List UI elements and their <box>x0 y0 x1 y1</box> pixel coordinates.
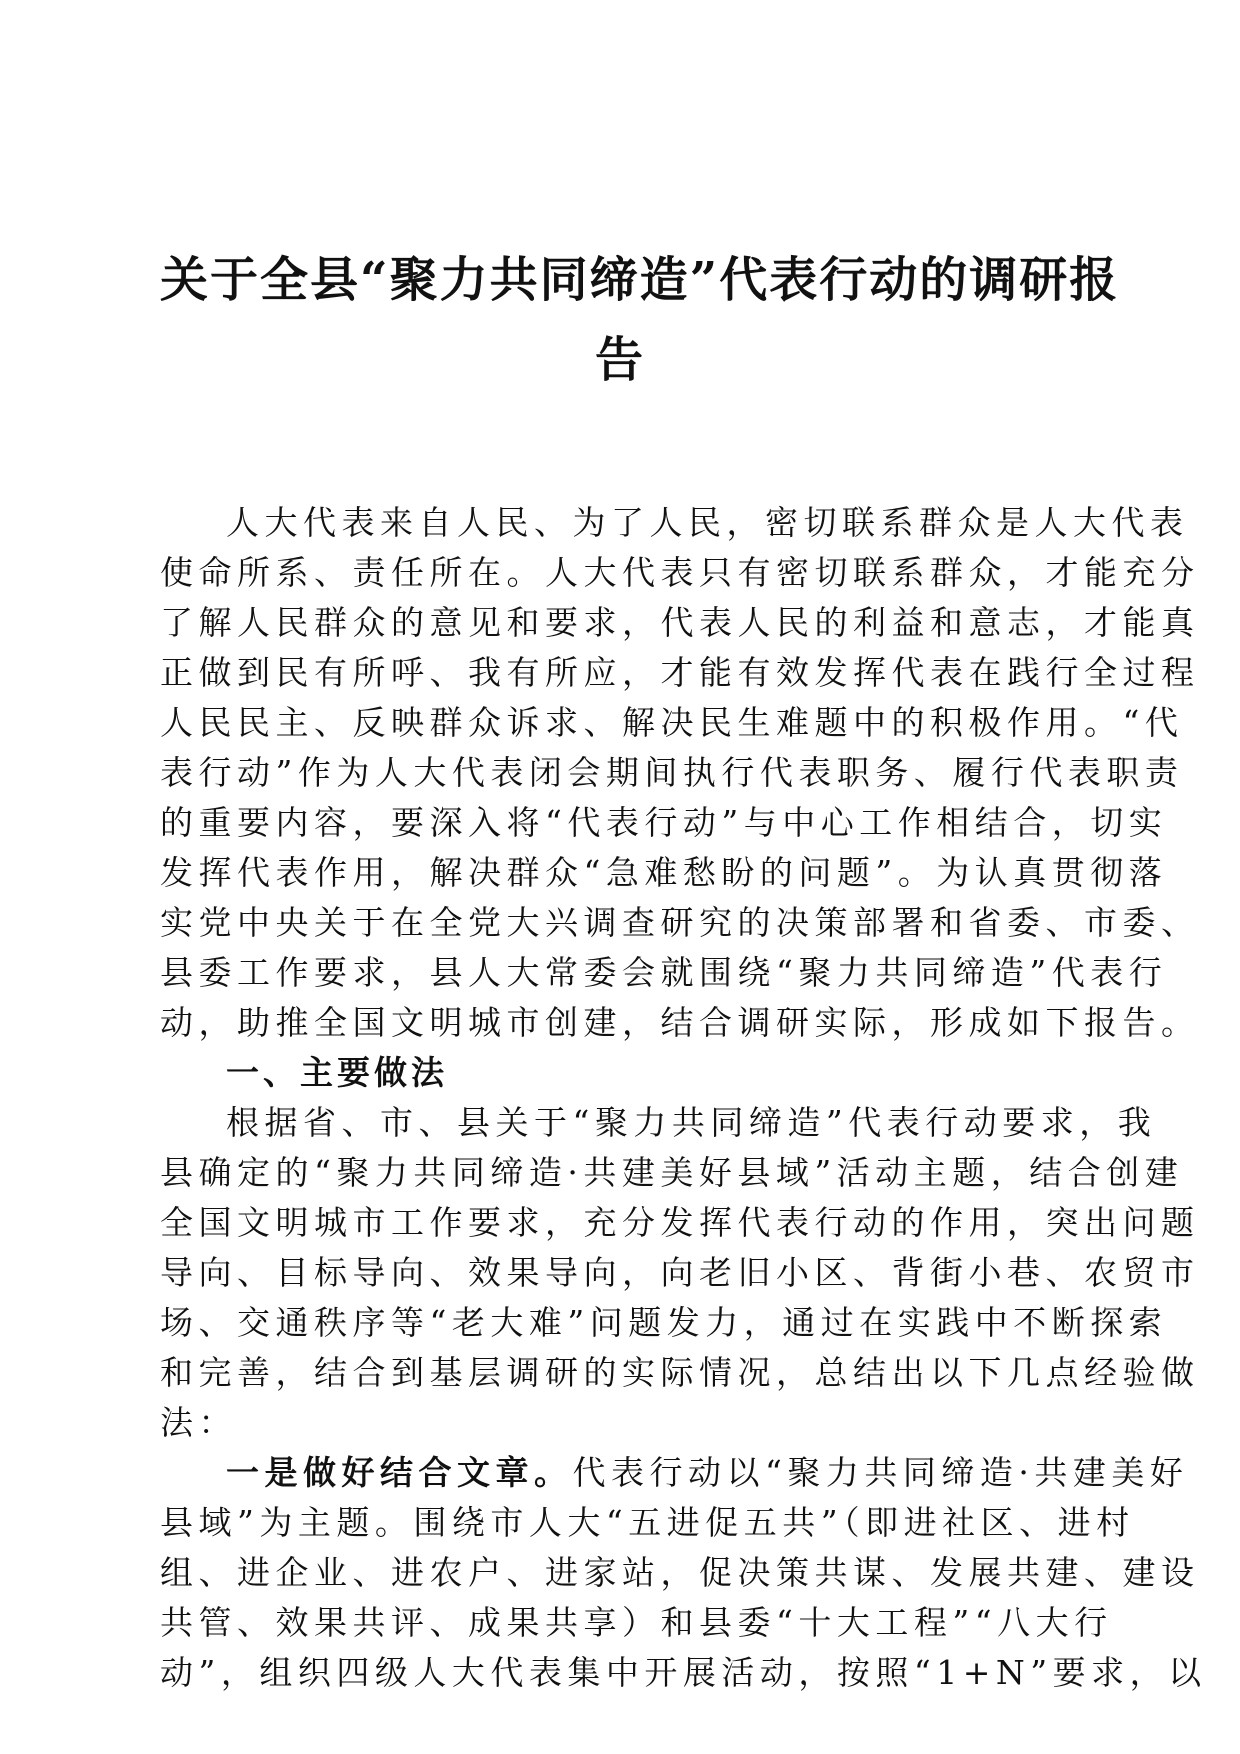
section-heading: 一、主要做法 <box>226 1053 448 1092</box>
text-line: 县委工作要求，县人大常委会就围绕“聚力共同缔造”代表行 <box>160 953 1168 992</box>
title-line-1: 关于全县“聚力共同缔造”代表行动的调研报 <box>160 252 1120 308</box>
text-line: 根据省、市、县关于“聚力共同缔造”代表行动要求，我 <box>226 1103 1157 1142</box>
text-line: 人大代表来自人民、为了人民，密切联系群众是人大代表 <box>226 503 1189 542</box>
text-line: 导向、目标导向、效果导向，向老旧小区、背街小巷、农贸市 <box>160 1253 1200 1292</box>
text-line: 共管、效果共评、成果共享）和县委“十大工程”“八大行 <box>160 1603 1113 1642</box>
text-line: 组、进企业、进农户、进家站，促决策共谋、发展共建、建设 <box>160 1553 1200 1592</box>
text-line: 正做到民有所呼、我有所应，才能有效发挥代表在践行全过程 <box>160 653 1200 692</box>
text-line: 法： <box>160 1403 237 1442</box>
text-line: 和完善，结合到基层调研的实际情况，总结出以下几点经验做 <box>160 1353 1200 1392</box>
text-line: 动”，组织四级人大代表集中开展活动，按照“1+N”要求，以 <box>160 1653 1207 1692</box>
text-line: 县域”为主题。围绕市人大“五进促五共”（即进社区、进村 <box>160 1503 1135 1542</box>
text-line: 使命所系、责任所在。人大代表只有密切联系群众，才能充分 <box>160 553 1200 592</box>
text-line: 表行动”作为人大代表闭会期间执行代表职务、履行代表职责 <box>160 753 1184 792</box>
document-body <box>160 498 1207 1698</box>
point-lead: 一是做好结合文章。 <box>226 1453 573 1492</box>
document-page <box>160 0 1207 1698</box>
text-line: 发挥代表作用，解决群众“急难愁盼的问题”。为认真贯彻落 <box>160 853 1168 892</box>
intro-paragraph <box>160 498 1200 1048</box>
section1-paragraph <box>160 1098 1200 1448</box>
text-line: 县确定的“聚力共同缔造·共建美好县域”活动主题，结合创建 <box>160 1153 1184 1192</box>
point1-paragraph <box>160 1448 1207 1698</box>
title-line-2: 告 <box>594 332 645 388</box>
text-line: 场、交通秩序等“老大难”问题发力，通过在实践中不断探索 <box>160 1303 1168 1342</box>
document-title <box>160 0 1120 400</box>
point-text: 代表行动以“聚力共同缔造·共建美好 <box>572 1453 1189 1492</box>
text-line: 全国文明城市工作要求，充分发挥代表行动的作用，突出问题 <box>160 1203 1200 1242</box>
text-line <box>160 1448 1189 1498</box>
text-line: 的重要内容，要深入将“代表行动”与中心工作相结合，切实 <box>160 803 1168 842</box>
text-line: 动，助推全国文明城市创建，结合调研实际，形成如下报告。 <box>160 1003 1200 1042</box>
text-line: 了解人民群众的意见和要求，代表人民的利益和意志，才能真 <box>160 603 1200 642</box>
text-line: 实党中央关于在全党大兴调查研究的决策部署和省委、市委、 <box>160 903 1200 942</box>
text-line: 人民民主、反映群众诉求、解决民生难题中的积极作用。“代 <box>160 703 1184 742</box>
